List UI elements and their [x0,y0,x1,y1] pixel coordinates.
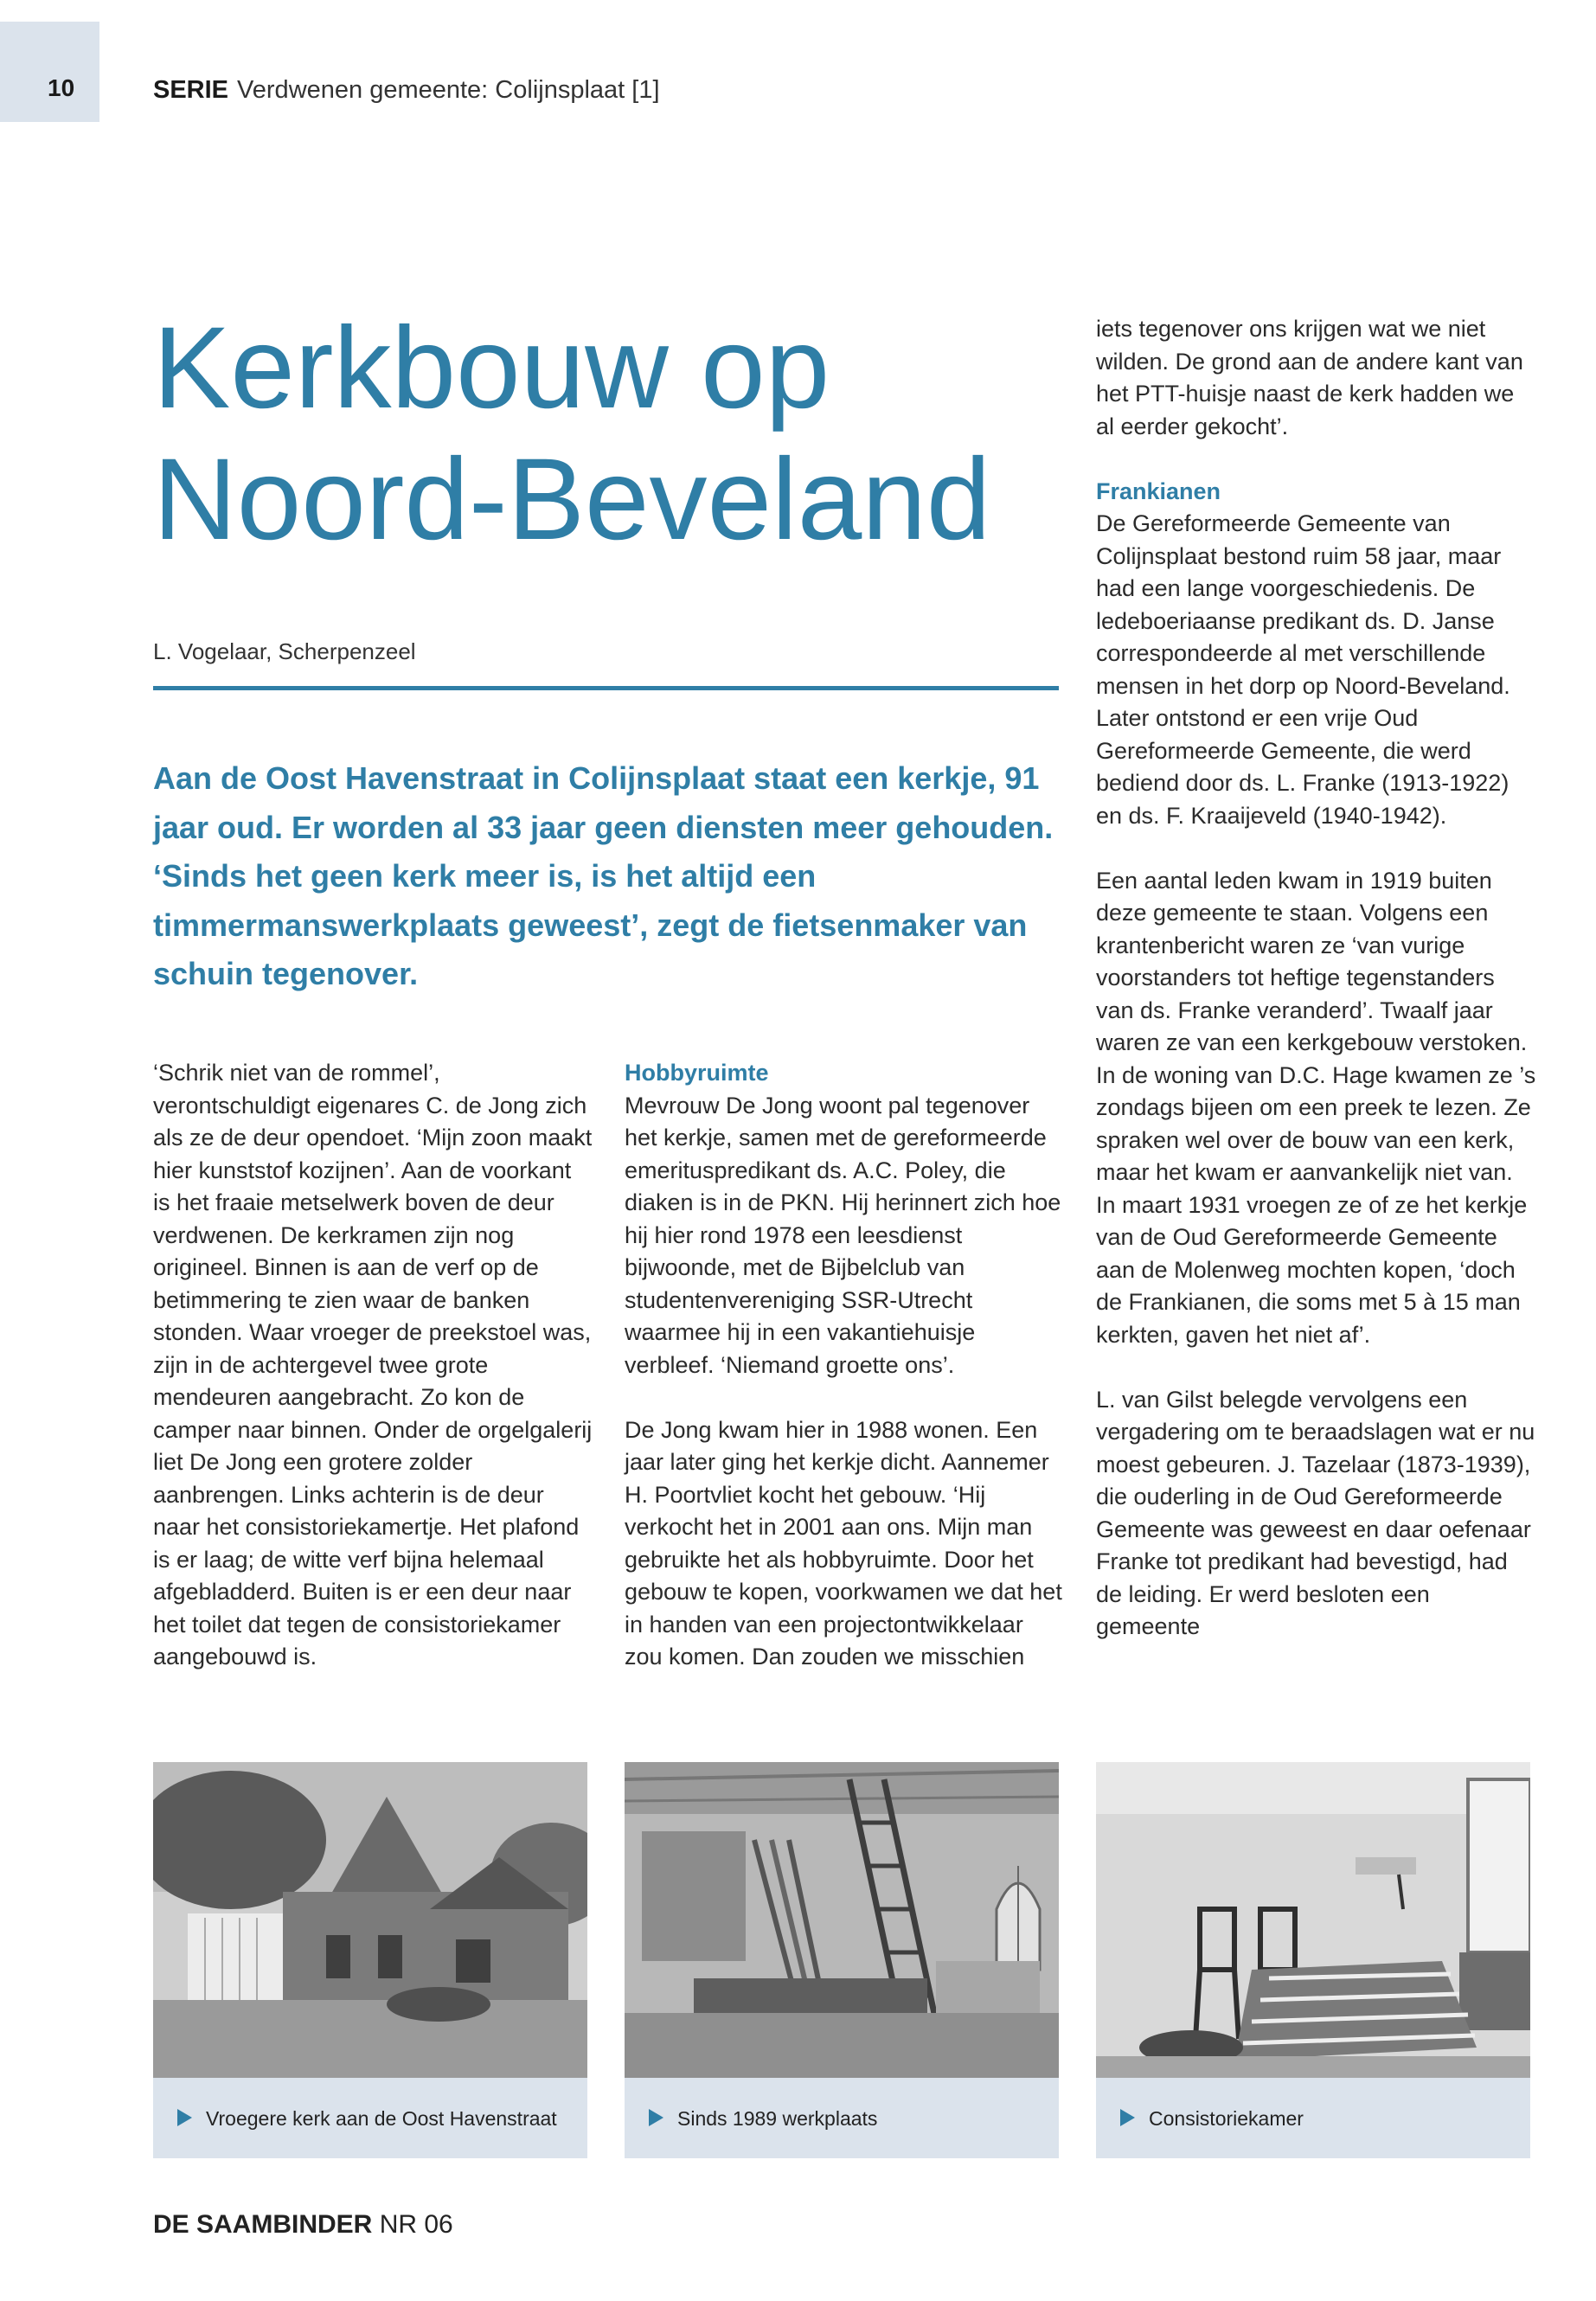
subhead-hobbyruimte: Hobbyruimte [625,1060,769,1086]
page-number: 10 [48,74,75,101]
title-line-1: Kerkbouw op [153,304,830,433]
col3-paragraph-1: De Gereformeerde Gemeente van Colijnsplaat bestond ruim 58 jaar, maar had een lange voorgeschiedenis. De ledeboeriaanse predikant ds. D. Janse correspondeerde al met verschillende mensen in het dorp op Noord-Beveland. Later ontstond er een vrije Oud Gereformeerde Gemeente, die werd bediend door ds. L. Franke (1913-1922) en ds. F. Kraaijeveld (1940-1942). [1096,510,1510,829]
body-column-2 [625,1057,1066,1674]
body-column-1 [153,1057,594,1674]
magazine-name: DE SAAMBINDER [153,2210,373,2239]
photo-workshop [625,1762,1059,2078]
author-byline: L. Vogelaar, Scherpenzeel [153,638,416,664]
series-label: SERIE [153,76,229,104]
page-number-box [0,22,99,122]
col3-paragraph-3: L. van Gilst belegde vervolgens een vergadering om te beraadslagen wat er nu moest gebeuren. J. Tazelaar (1873-1939), die ouderling in de Oud Gereformeerde Gemeente was geweest en daar oefenaar Franke tot predikant had bevestigd, had de leiding. Er werd besloten een gemeente [1096,1386,1535,1639]
caption-triangle-icon [649,2109,663,2126]
body-column-3 [1096,313,1537,1644]
col2-paragraph-2: De Jong kwam hier in 1988 wonen. Een jaar later ging het kerkje dicht. Aannemer H. Poortvliet kocht het gebouw. ‘Hij verkocht het in 2001 aan ons. Mijn man gebruikte het als hobbyruimte. Door het gebouw te kopen, voorkwamen we dat het in handen van een projectontwikkelaar zou komen. Dan zouden we misschien [625,1416,1062,1670]
series-title: Verdwenen gemeente: Colijnsplaat [1] [237,76,660,104]
col3-paragraph-0: iets tegenover ons krijgen wat we niet wilden. De grond aan de andere kant van het PTT-huisje naast de kerk hadden we al eerder gekocht’. [1096,316,1523,439]
col1-paragraph-1: ‘Schrik niet van de rommel’, verontschuldigt eigenares C. de Jong zich als ze de deur opendoet. ‘Mijn zoon maakt hier kunststof kozijnen’. Aan de voorkant is het fraaie metselwerk boven de deur verdwenen. De kerkramen zijn nog origineel. Binnen is aan de verf op de betimmering te zien waar de banken stonden. Waar vroeger de preekstoel was, zijn in de achtergevel twee grote mendeuren aangebracht. Zo kon de camper naar binnen. Onder de orgelgalerij liet De Jong een grotere zolder aanbrengen. Links achterin is de deur naar het consistoriekamertje. Het plafond is er laag; de witte verf bijna helemaal afgebladderd. Buiten is er een deur naar het toilet dat tegen de consistoriekamer aangebouwd is. [153,1060,593,1670]
caption-triangle-icon [177,2109,192,2126]
photo-consistory-room [1096,1762,1530,2078]
lead-paragraph: Aan de Oost Havenstraat in Colijnsplaat staat een kerkje, 91 jaar oud. Er worden al 33 jaar geen diensten meer gehouden. ‘Sinds het geen kerk meer is, is het altijd een timmermanswerkplaats geweest’, zegt de fietsenmaker van schuin tegenover. [153,760,1054,991]
col2-paragraph-1: Mevrouw De Jong woont pal tegenover het kerkje, samen met de gereformeerde emerituspredikant ds. A.C. Poley, die diaken is in de PKN. Hij herinnert zich hoe hij hier rond 1978 een leesdienst bijwoonde, met de Bijbelclub van studentenvereniging SSR-Utrecht waarmee hij in een vakantiehuisje verbleef. ‘Niemand groette ons’. [625,1092,1061,1378]
subhead-frankianen: Frankianen [1096,478,1221,504]
caption-triangle-icon [1120,2109,1135,2126]
caption-3 [1096,2078,1530,2158]
photo-church-exterior [153,1762,587,2078]
page-footer [153,2210,453,2240]
caption-1-text: Vroegere kerk aan de Oost Havenstraat [206,2107,557,2130]
issue-number: NR 06 [379,2210,453,2239]
caption-3-text: Consistoriekamer [1149,2107,1304,2130]
caption-2 [625,2078,1059,2158]
series-header [153,76,660,105]
article-title [153,303,1061,566]
caption-1 [153,2078,587,2158]
caption-2-text: Sinds 1989 werkplaats [677,2107,878,2130]
title-divider [153,686,1059,690]
title-line-2: Noord-Beveland [153,435,991,564]
col3-paragraph-2: Een aantal leden kwam in 1919 buiten deze gemeente te staan. Volgens een krantenbericht waren ze ‘van vurige voorstanders tot heftige tegenstanders van ds. Franke veranderd’. Twaalf jaar waren ze van een kerkgebouw verstoken. In de woning van D.C. Hage kwamen ze ’s zondags bijeen om een preek te lezen. Ze spraken wel over de bouw van een kerk, maar het kwam er aanvankelijk niet van. In maart 1931 vroegen ze of ze het kerkje van de Oud Gereformeerde Gemeente aan de Molenweg mochten kopen, ‘doch de Frankianen, die soms met 5 à 15 man kerkten, gaven het niet af’. [1096,867,1536,1348]
